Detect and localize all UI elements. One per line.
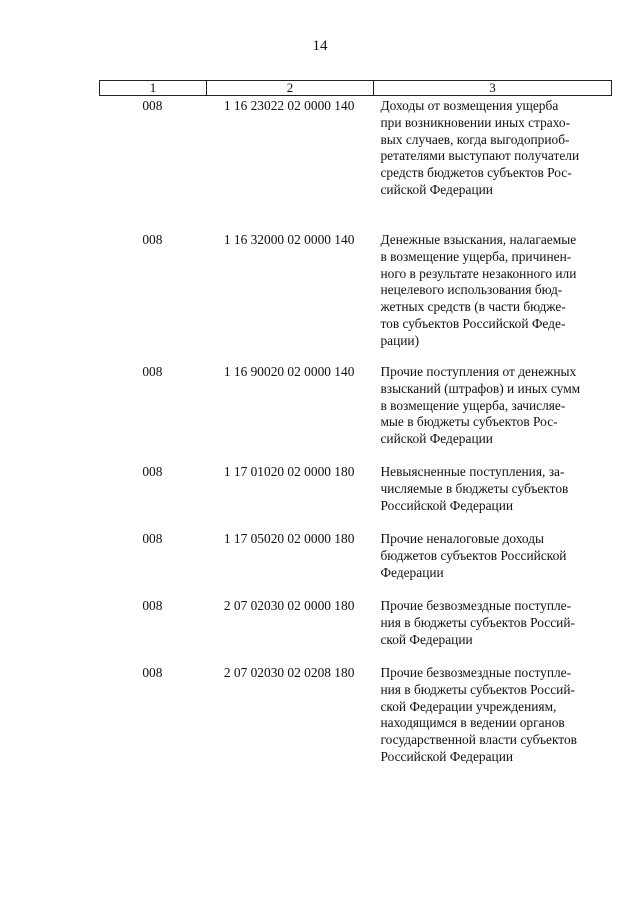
description-line: жетных средств (в части бюдже- <box>380 299 566 315</box>
table-row <box>99 665 612 775</box>
admin-code: 008 <box>142 98 163 113</box>
description-line: ретателями выступают получатели <box>380 148 580 164</box>
description-line: Прочие безвозмездные поступле- <box>380 598 572 613</box>
description-line: нецелевого использования бюд- <box>380 282 563 298</box>
description-line: вых случаев, когда выгодоприоб- <box>380 131 570 147</box>
description-line: тов субъектов Российской Феде- <box>380 315 566 331</box>
description-line: Прочие безвозмездные поступле- <box>380 665 572 680</box>
page-number: 14 <box>312 38 328 54</box>
description-line: Доходы от возмещения ущерба <box>380 98 559 113</box>
income-description <box>372 464 612 531</box>
budget-code: 2 07 02030 02 0000 180 <box>223 598 355 613</box>
table-row <box>99 464 612 531</box>
budget-code: 1 16 32000 02 0000 140 <box>223 232 355 247</box>
income-description <box>372 232 612 364</box>
description-line: взысканий (штрафов) и иных сумм <box>380 380 581 396</box>
table-header <box>99 80 612 96</box>
description-line: Невыясненные поступления, за- <box>380 464 565 479</box>
income-description <box>372 364 612 464</box>
description-line: мые в бюджеты субъектов Рос- <box>380 414 558 430</box>
table-row <box>99 98 612 232</box>
description-line: рации) <box>380 332 420 348</box>
description-line: сийской Федерации <box>380 181 493 197</box>
header-col-1: 1 <box>100 81 207 95</box>
header-col-2: 2 <box>207 81 374 95</box>
admin-code: 008 <box>142 364 163 379</box>
budget-code: 1 17 05020 02 0000 180 <box>223 531 355 546</box>
admin-code: 008 <box>142 464 163 479</box>
description-line: сийской Федерации <box>380 431 493 447</box>
admin-code: 008 <box>142 232 163 247</box>
description-line: Российской Федерации <box>380 748 514 764</box>
description-line: находящимся в ведении органов <box>380 715 565 731</box>
description-line: государственной власти субъектов <box>380 732 577 748</box>
budget-code: 1 16 23022 02 0000 140 <box>223 98 355 113</box>
header-col-3: 3 <box>489 80 496 95</box>
income-description <box>372 98 612 232</box>
description-line: ния в бюджеты субъектов Россий- <box>380 614 575 630</box>
description-line: Прочие поступления от денежных <box>380 364 577 379</box>
description-line: средств бюджетов субъектов Рос- <box>380 165 572 181</box>
description-line: в возмещение ущерба, причинен- <box>380 248 572 264</box>
description-line: ния в бюджеты субъектов Россий- <box>380 681 575 697</box>
income-description <box>372 665 612 775</box>
income-description <box>372 598 612 665</box>
description-line: числяемые в бюджеты субъектов <box>380 480 569 496</box>
description-line: Российской Федерации <box>380 497 514 513</box>
budget-code: 1 17 01020 02 0000 180 <box>223 464 355 479</box>
table-row <box>99 598 612 665</box>
admin-code: 008 <box>142 531 163 546</box>
income-description <box>372 531 612 598</box>
budget-code: 2 07 02030 02 0208 180 <box>223 665 355 680</box>
table-row <box>99 364 612 464</box>
description-line: ской Федерации <box>380 631 473 647</box>
table-row <box>99 232 612 364</box>
table-body <box>99 98 612 775</box>
table-row <box>99 531 612 598</box>
description-line: бюджетов субъектов Российской <box>380 547 567 563</box>
description-line: в возмещение ущерба, зачисляе- <box>380 397 566 413</box>
description-line: Денежные взыскания, налагаемые <box>380 232 577 247</box>
admin-code: 008 <box>142 665 163 680</box>
description-line: ской Федерации учреждениям, <box>380 698 557 714</box>
description-line: ного в результате незаконного или <box>380 265 577 281</box>
description-line: Прочие неналоговые доходы <box>380 531 545 546</box>
description-line: Федерации <box>380 564 444 580</box>
description-line: при возникновении иных страхо- <box>380 114 571 130</box>
budget-code: 1 16 90020 02 0000 140 <box>223 364 355 379</box>
admin-code: 008 <box>142 598 163 613</box>
